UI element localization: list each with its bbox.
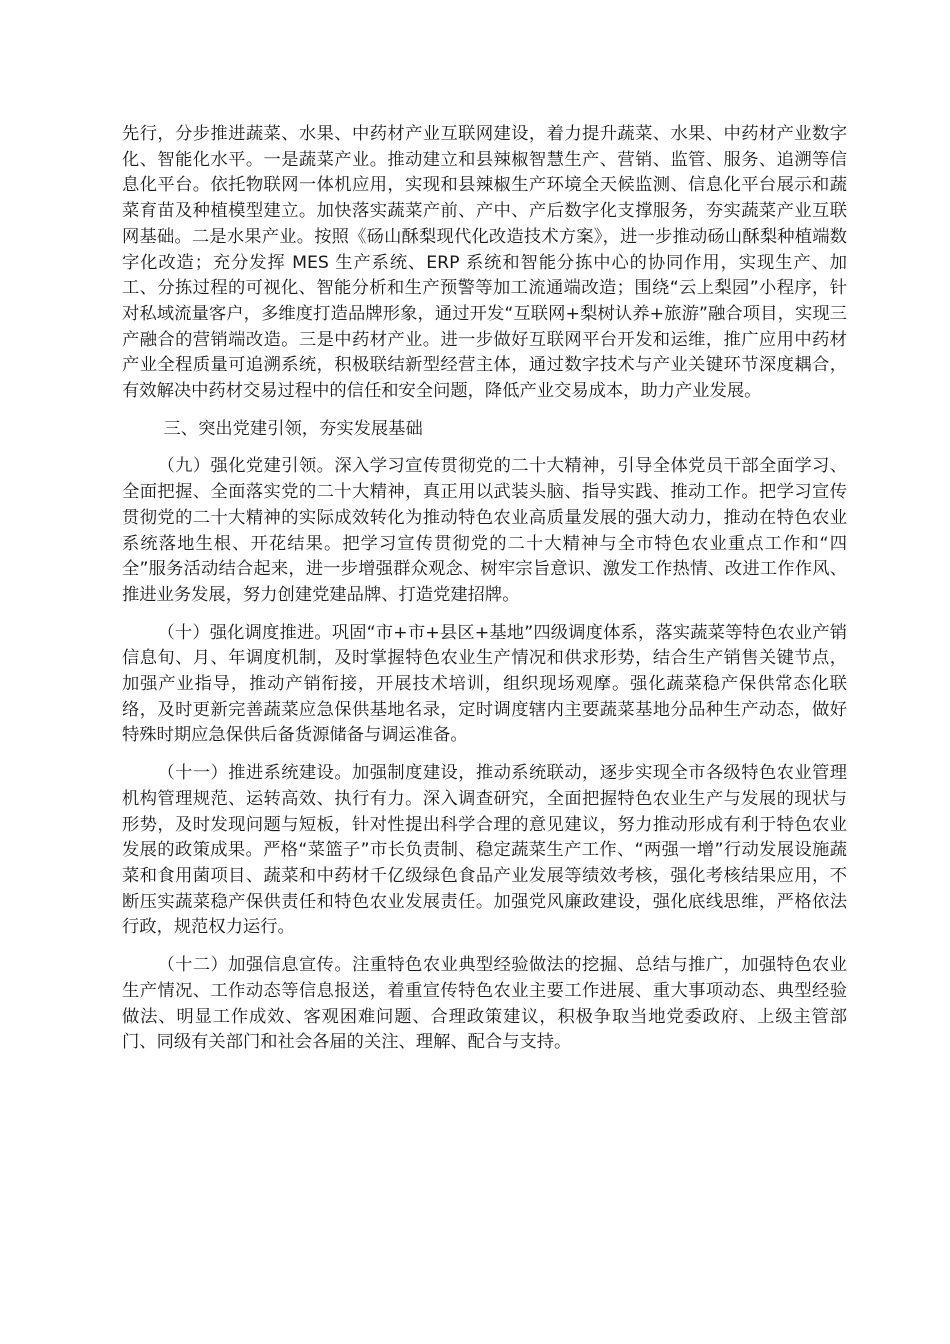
paragraph-gap — [122, 405, 847, 417]
document-page — [122, 122, 847, 1056]
paragraph-digital-industry: 先行，分步推进蔬菜、水果、中药材产业互联网建设，着力提升蔬菜、水果、中药材产业数字化、智能化水平。一是蔬菜产业。推动建立和县辣椒智慧生产、营销、监管、服务、追溯等信息化平台。依托物联网一体机应用，实现和县辣椒生产环境全天候监测、信息化平台展示和蔬菜育苗及种植模型建立。加快落实蔬菜产前、产中、产后数字化支撑服务，夯实蔬菜产业互联网基础。二是水果产业。按照《砀山酥梨现代化改造技术方案》，进一步推动砀山酥梨种植端数字化改造；充分发挥 MES 生产系统、ERP 系统和智能分拣中心的协同作用，实现生产、加工、分拣过程的可视化、智能分析和生产预警等加工流通端改造；围绕“云上梨园”小程序，针对私域流量客户，多维度打造品牌形象，通过开发“互联网+梨树认养+旅游”融合项目，实现三产融合的营销端改造。三是中药材产业。进一步做好互联网平台开发和运维，推广应用中药材产业全程质量可追溯系统，积极联结新型经营主体，通过数字技术与产业关键环节深度耦合，有效解决中药材交易过程中的信任和安全问题，降低产业交易成本，助力产业发展。 — [122, 124, 847, 402]
paragraph-gap — [122, 749, 847, 761]
paragraph-item-10: （十）强化调度推进。巩固“市+市+县区+基地”四级调度体系，落实蔬菜等特色农业产销信息旬、月、年调度机制，及时掌握特色农业生产情况和供求形势，结合生产销售关键节点，加强产业指导，推动产销衔接，开展技术培训，组织现场观摩。强化蔬菜稳产保供常态化联络，及时更新完善蔬菜应急保供基地名录，定时调度辖内主要蔬菜基地分品种生产动态，做好特殊时期应急保供后备货源储备与调运准备。 — [122, 622, 847, 746]
paragraph-gap — [122, 941, 847, 953]
paragraph-gap — [122, 442, 847, 454]
paragraph-item-11: （十一）推进系统建设。加强制度建设，推动系统联动，逐步实现全市各级特色农业管理机构管理规范、运转高效、执行有力。深入调查研究，全面把握特色农业生产与发展的现状与形势，及时发现问题与短板，针对性提出科学合理的意见建议，努力推动形成有利于特色农业发展的政策成果。严格“菜篮子”市长负责制、稳定蔬菜生产工作、“两强一增”行动发展设施蔬菜和食用菌项目、蔬菜和中药材千亿级绿色食品产业发展等绩效考核，强化考核结果应用，不断压实蔬菜稳产保供责任和特色农业发展责任。加强党风廉政建设，强化底线思维，严格依法行政，规范权力运行。 — [122, 763, 847, 938]
section-heading-party-building: 三、突出党建引领，夯实发展基础 — [163, 418, 423, 439]
paragraph-gap — [122, 609, 847, 621]
paragraph-item-9: （九）强化党建引领。深入学习宣传贯彻党的二十大精神，引导全体党员干部全面学习、全面把握、全面落实党的二十大精神，真正用以武装头脑、指导实践、推动工作。把学习宣传贯彻党的二十大精神的实际成效转化为推动特色农业高质量发展的强大动力，推动在特色农业系统落地生根、开花结果。把学习宣传贯彻党的二十大精神与全市特色农业重点工作和“四全”服务活动结合起来，进一步增强群众观念、树牢宗旨意识、激发工作热情、改进工作作风、推进业务发展，努力创建党建品牌、打造党建招牌。 — [122, 456, 847, 605]
paragraph-item-12: （十二）加强信息宣传。注重特色农业典型经验做法的挖掘、总结与推广，加强特色农业生产情况、工作动态等信息报送，着重宣传特色农业主要工作进展、重大事项动态、典型经验做法、明显工作成效、客观困难问题、合理政策建议，积极争取当地党委政府、上级主管部门、同级有关部门和社会各届的关注、理解、配合与支持。 — [122, 955, 847, 1053]
